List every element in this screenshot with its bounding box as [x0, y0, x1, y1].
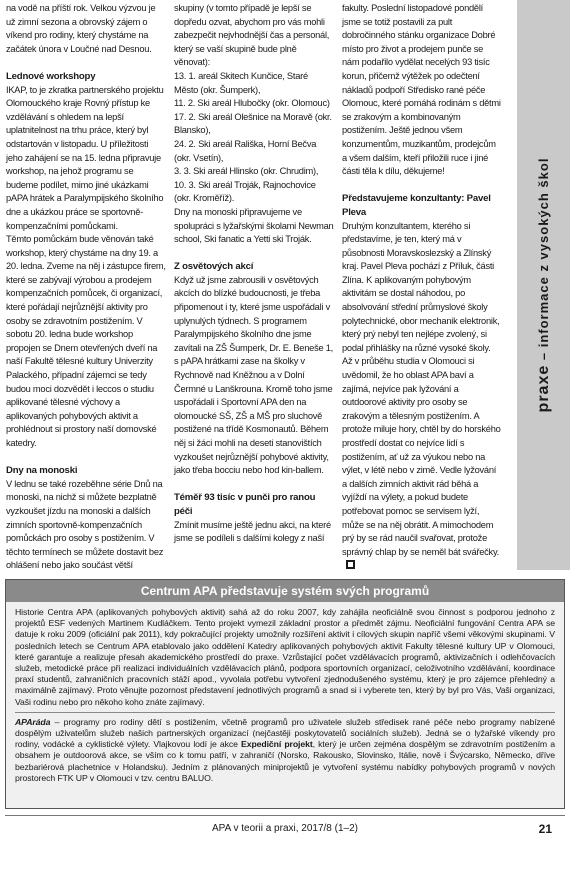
paragraph: Zmínit musíme ještě jednu akci, na které jsme se podíleli s dalšími kolegy z naší — [174, 519, 331, 544]
paragraph: Dny na monoski připravujeme ve spolupráci s lyžařskými školami Newman school, Ski fanatic a Yetti ski Troják. — [174, 206, 334, 245]
list-item: 24. 2. Ski areál Rališka, Horní Bečva (okr. Vsetín), — [174, 138, 317, 163]
sidebar-label-rest: – informace z vysokých škol — [535, 157, 551, 365]
info-box-text: , který je určen zejména dospělým se zdravotním postižením a obsahem je outdoorová akce, se vším co k tomu patří, v zahraničí (Norsko, Rakousko, Slovinsko, Itálie, nově i Švýcarsko, Německo, dříve bezbariérová plachetnice v Holandsku). Jedním z plánovaných miniprojektů je vytvoření systému nabídky pohybových programů v nových prostorech FTK UP v Olomouci v tzv. centru BALUO. — [15, 739, 555, 783]
paragraph: IKAP, to je zkratka partnerského projektu Olomouckého kraje Rovný přístup ke vzdělávání s ohledem na lepší uplatnitelnost na trhu práce, který byl odstartován v listopadu. U příležitosti jeho zahájení se na 15. ledna připravuje workshop, na jehož programu se budeme podílet, mimo jiné ukázkami pAPA hrátek a Paralympijského školního dne a ukázkou práce se sportovně-kompenzačními pomůckami. — [6, 84, 164, 231]
program-name: APAráda — [15, 716, 51, 727]
info-box-paragraph — [15, 717, 555, 784]
info-box-title: Centrum APA představuje systém svých programů — [6, 580, 564, 602]
info-box-text: – programy pro rodiny dětí s postižením, včetně programů pro uživatele služeb středisek rané péče nebo programy nabízené dospělým uživatelům služeb našich partnerských organizací (nejčastěji poskytovatelů sociálních služeb). Jedná se o lyžařské víkendy pro rodiny, vodácké a cyklistické výlety. Vlajkovou lodí je akce — [15, 716, 555, 750]
paragraph: V lednu se také rozeběhne série Dnů na monoski, na nichž si můžete bezplatně vyzkoušet jízdu na monoski a dalších zimních sportovně-kompenzačních pomůckách pro osoby s postižením. V těchto termínech se můžete dostavit bez ohlášení nebo jako součást větší — [6, 478, 164, 571]
paragraph: na vodě na příští rok. Velkou výzvou je už zimní sezona a obrovský zájem o víkend pro rodiny, který chystáme na začátek února v Loučné nad Desnou. — [6, 3, 156, 54]
paragraph: fakulty. Poslední listopadové pondělí jsme se totiž postavili za pult dobročinného stánku organizace Dobré místo pro život a prodejem punče se nám podařilo vydělat necelých 93 tisíc korun, přičemž výtěžek po odečtení nákladů podpoří Středisko rané péče Olomouc, které pomáhá rodinám s dětmi se zrakovým a kombinovaným postižením. Ještě jednou všem konzumentům, muzikantům, prodejcům a všem dalším, kteří přiložili ruce i jiné části těla k dílu, děkujeme! — [342, 3, 501, 177]
paragraph: Když už jsme zabrousili v osvětových akcích do blízké budoucnosti, je třeba připomenout i ty, které jsme uspořádali v uplynulých týdnech. S programem Paralympijského školního dne jsme zavítali na ZŠ Šumperk, Dr. E. Beneše 1, s pAPA hrátkami zase na školky v Rychnově nad Kněžnou a v Dolní Čermné u Lanškrouna. Kromě toho jsme uspořádali i Sportovní APA den na olomoucké SŠ, ZŠ a MŠ pro sluchově postižené na třídě Kosmonautů. Během něj si žáci mohli na deseti stanovištích vyzkoušet nejrůznější pohybové aktivity, jako třeba bocciu nebo hod kin-ballem. — [174, 274, 333, 476]
list-item: 10. 3. Ski areál Troják, Rajnochovice (okr. Kroměříž). — [174, 179, 316, 204]
list-item: 17. 2. Ski areál Olešnice na Moravě (okr. Blansko), — [174, 111, 332, 136]
list-item: 3. 3. Ski areál Hlinsko (okr. Chrudim), — [174, 166, 319, 177]
page-number: 21 — [538, 822, 552, 836]
paragraph: skupiny (v tomto případě je lepší se dopředu ozvat, abychom pro vás mohli zabezpečit nejvhodnější čas a personál, který se vaší skupině bude plně věnovat): — [174, 3, 330, 68]
column-3 — [342, 2, 510, 569]
section-heading: Lednové workshopy — [6, 70, 96, 82]
paragraph-text: Druhým konzultantem, kterého si představíme, je ten, který má v působnosti Moravskoslezský a Zlínský kraj. Pavel Pleva pochází z Příluk, části Zlína. K aplikovaným pohybovým aktivitám se dostal náhodou, po absolvování střední průmyslové školy polytechnické, obor mechanik elektronik, který prý nebyl ten nejlépe zvolený, si podal přihlášky na různé vysoké školy. Až v průběhu studia v Olomouci si uvědomil, že ho oblast APA baví a zajímá, nejvíce pak lyžování a outdoorové aktivity pro osoby se zrakovým a tělesným postižením. A protože miluje hory, chtěl by do horského prostředí dostat co nejvíce lidí s postižením, ať už za výukou nebo na výlet, v létě nebo v zimě. Vedle lyžování a dalších zimních aktivit rád běhá a vyjíždí na výlety, a pokud budete potřebovat pomoc se servisem lyží, může se na něj obrátit. A mimochodem prý by se rád naučil svařovat, protože správný chlap by se neměl bát svářečky. — [342, 220, 501, 557]
paragraph: Těmto pomůckám bude věnován také workshop, který chystáme na dny 19. a 20. ledna. Zveme na něj i zástupce firem, které se zabývají výrobou a prodejem kompenzačních pomůcek, či organizací, které pořádají nejrůznější aktivity pro osoby se zdravotním postižením. V sobotu 20. ledna bude workshop propojen se Dnem otevřených dveří na naší Fakultě tělesné kultury Univerzity Palackého, případní zájemci se tedy budou moci dozvědět i leccos o studiu aplikované tělesné výchovy a aplikovaných pohybových aktivit a prohlédnout si prostory naší domovské katedry. — [6, 234, 166, 448]
paragraph — [342, 220, 502, 573]
section-heading: Téměř 93 tisíc v punči pro ranou péči — [174, 492, 316, 517]
info-box-paragraph: Historie Centra APA (aplikovaných pohybových aktivit) sahá až do roku 2007, kdy zahájila neoficiálně svou činnost s podporou jednoho z projektů ESF vedených Martinem Kudláčkem. Tento projekt vymezil základní prostor a předmět zájmu. Neoficiální fungování Centra APA se datuje k roku 2009 (oficiální pak 2011), kdy pokračující projekty umožnily rozšíření aktivit i cílových skupin napříč všemi věkovými skupinami. V posledních letech se Centrum APA etablovalo jako oddělení Katedry aplikovaných pohybových aktivit Fakulty tělesné kultury UP v Olomouci, které garantuje a realizuje přesah akademického prostředí do praxe. Vzrůstající počet vzdělávacích programů, aktivizačních i odlehčovacích služeb, metodické práce při realizaci individuálních vzdělávacích plánů, podpora sportovních organizací, celoživotního vzdělávání, koordinace praxí studentů, zahraničních pracovních stáží apod., vyvolala potřebu vytvoření zjednodušeného systému, který je pro zájemce přehledný a maximálně zajímavý. Proto věnujte pozornost představení jednotlivých programů a snad si i vyberete ten, který by byl pro Vás, Vaši organizaci, Vaši rodinu nebo pro někoho koho znáte zajímavý. — [15, 607, 555, 707]
journal-citation: APA v teorii a praxi, 2017/8 (1–2) — [211, 823, 358, 834]
program-highlight: Expediční projekt — [241, 739, 313, 750]
article-columns — [6, 2, 512, 569]
list-item: 11. 2. Ski areál Hlubočky (okr. Olomouc) — [174, 98, 330, 109]
section-heading: Představujeme konzultanty: Pavel Pleva — [342, 193, 491, 218]
sidebar-label — [535, 158, 553, 413]
sidebar-label-bold: praxe — [534, 364, 552, 413]
section-heading: Dny na monoski — [6, 465, 78, 477]
footer-rule — [5, 815, 565, 816]
end-of-article-icon — [346, 560, 355, 569]
section-heading: Z osvětových akcí — [174, 261, 254, 273]
list-item: 13. 1. areál Skitech Kunčice, Staré Město (okr. Šumperk), — [174, 70, 308, 95]
divider — [15, 712, 555, 713]
column-1 — [6, 2, 174, 569]
info-box-body — [6, 602, 564, 784]
info-box — [5, 579, 565, 809]
section-sidebar — [517, 0, 570, 570]
column-2 — [174, 2, 342, 569]
